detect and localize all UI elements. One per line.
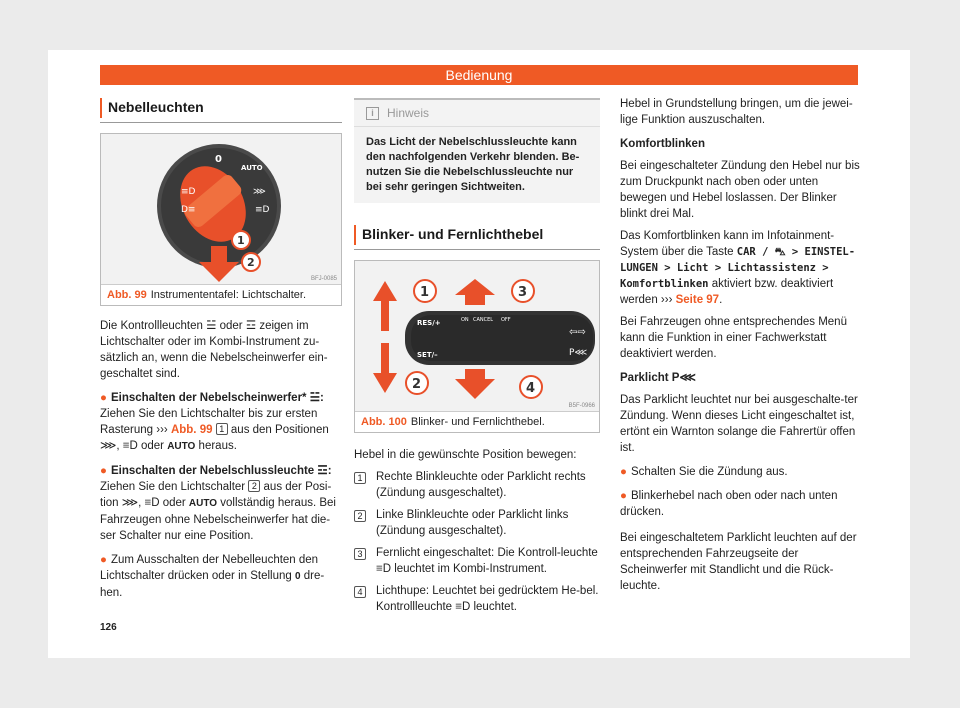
lever-position-item <box>354 469 600 501</box>
light-switch-drawing <box>101 134 341 284</box>
lever-drawing <box>355 261 599 411</box>
svg-text:⇦⇨: ⇦⇨ <box>569 327 586 338</box>
svg-text:P⋘: P⋘ <box>569 348 588 358</box>
section-title-fog-lights: Nebelleuchten <box>100 98 342 118</box>
ref-seite-97[interactable]: Seite 97 <box>675 294 720 306</box>
bullet-fog-front: ● Einschalten der Nebelscheinwerfer* ☱: Ziehen Sie den Lichtschalter bis zur ersten Rasterung ››› Abb. 99 1 aus den Positionen ⋙, ≡D oder AUTO heraus. <box>100 392 329 452</box>
column-middle <box>354 98 600 615</box>
lever-position-text: Linke Blinkleuchte oder Parklicht links (Zündung ausgeschaltet). <box>376 509 569 537</box>
fig-lever-set: SET/– <box>417 351 438 359</box>
fig-lever-cancel: CANCEL <box>473 317 494 323</box>
column-left <box>100 98 342 601</box>
list-number: 4 <box>354 586 366 598</box>
fig-lever-callout-2: 2 <box>412 377 422 392</box>
svg-text:⋙: ⋙ <box>253 187 266 197</box>
note-title: Hinweis <box>387 106 430 120</box>
reset-text: Hebel in Grundstellung bringen, um die jewei-lige Funktion auszuschalten. <box>620 98 853 126</box>
fig-lever-off: OFF <box>501 317 511 323</box>
lever-position-item <box>354 583 600 615</box>
fig-pos-zero: 0 <box>215 154 222 165</box>
fig-lever-callout-3: 3 <box>518 285 528 300</box>
fig-lever-res: RES/+ <box>417 319 441 327</box>
lever-positions-list <box>354 469 600 615</box>
lever-intro: Hebel in die gewünschte Position bewegen: <box>354 449 577 461</box>
svg-text:≡D: ≡D <box>181 187 196 197</box>
fig-lever-callout-4: 4 <box>526 381 536 396</box>
figure-code: B5F-0966 <box>568 403 595 409</box>
light-switch-illustration <box>101 134 341 284</box>
fig-lever-on: ON <box>461 317 469 323</box>
section-title-lever: Blinker- und Fernlichthebel <box>354 225 600 245</box>
comfort-title: Komfortblinken <box>620 138 705 150</box>
page-number: 126 <box>100 622 117 633</box>
bullet-lever-push: ● Blinkerhebel nach oben oder nach unten drücken. <box>620 490 838 518</box>
figure-code: BFJ-0085 <box>310 276 337 282</box>
page-header: Bedienung <box>100 65 858 85</box>
manual-page <box>48 50 910 658</box>
svg-text:D≡: D≡ <box>181 205 196 215</box>
lever-position-item <box>354 545 600 577</box>
fog-intro-text: Die Kontrollleuchten ☱ oder ☲ zeigen im Lichtschalter oder im Kombi-Instrument zu-sätzlich an, wenn die Nebelscheinwerfer ein-geschaltet sind. <box>100 320 328 380</box>
parking-light-title: Parklicht P⋘ <box>620 372 696 384</box>
list-number: 2 <box>354 510 366 522</box>
list-number: 1 <box>354 472 366 484</box>
lever-position-text: Rechte Blinkleuchte oder Parklicht rechts (Zündung ausgeschaltet). <box>376 471 586 499</box>
comfort-infotainment-text: Das Komfortblinken kann im Infotainment-System über die Taste CAR / ⛍ > EINSTEL-LUNGEN > Licht > Lichtassistenz > Komfortblinken aktiviert bzw. deaktiviert werden ››› Seite 97. <box>620 230 856 306</box>
note-text: Das Licht der Nebelschlussleuchte kann den nachfolgenden Verkehr blenden. Be-nutzen Sie die Nebelschlussleuchte nur bei sehr geringen Sichtweiten. <box>366 136 580 193</box>
fig-pos-auto: AUTO <box>241 164 263 172</box>
figure-caption: Abb. 100 Blinker- und Fernlichthebel. <box>355 411 599 432</box>
parking-light-text: Das Parklicht leuchtet nur bei ausgeschalte-ter Zündung. Wenn dieses Licht eingeschaltet ist, ertönt ein Warnton solange die Fahrertür offen ist. <box>620 394 858 454</box>
lever-position-text: Lichthupe: Leuchtet bei gedrücktem He-bel. Kontrollleuchte ≡D leuchtet. <box>376 585 599 613</box>
fig-callout-1: 1 <box>237 234 245 247</box>
ref-abb-99[interactable]: Abb. 99 <box>170 424 213 436</box>
figure-lever <box>354 260 600 433</box>
fig-callout-2: 2 <box>247 256 255 269</box>
parking-light-result-text: Bei eingeschaltetem Parklicht leuchten auf der entsprechenden Fahrzeugseite der Scheinwerfer mit Standlicht und die Rück-leuchte. <box>620 532 857 592</box>
bullet-fog-rear: ● Einschalten der Nebelschlussleuchte ☲: Ziehen Sie den Lichtschalter 2 aus der Posi-tion ⋙, ≡D oder AUTO vollständig heraus. Bei Fahrzeugen ohne Nebelscheinwerfer hat die-ser Schalter nur eine Position. <box>100 465 336 542</box>
figure-caption: Abb. 99 Instrumententafel: Lichtschalter. <box>101 284 341 305</box>
svg-text:≡D: ≡D <box>255 205 270 215</box>
lever-position-text: Fernlicht eingeschaltet: Die Kontroll-leuchte ≡D leuchtet im Kombi-Instrument. <box>376 547 598 575</box>
fig-lever-callout-1: 1 <box>420 285 430 300</box>
comfort-text: Bei eingeschalteter Zündung den Hebel nur bis zum Druckpunkt nach oben oder unten bewegen und Hebel loslassen. Der Blinker blinkt drei Mal. <box>620 160 860 220</box>
comfort-workshop-text: Bei Fahrzeugen ohne entsprechendes Menü kann die Funktion in einer Fachwerkstatt deaktiviert werden. <box>620 316 847 360</box>
list-number: 3 <box>354 548 366 560</box>
lever-illustration <box>355 261 599 411</box>
note-box <box>354 98 600 203</box>
info-icon: i <box>366 107 379 120</box>
column-right <box>620 96 860 594</box>
bullet-ignition-off: ● Schalten Sie die Zündung aus. <box>620 466 788 478</box>
lever-position-item <box>354 507 600 539</box>
figure-light-switch <box>100 133 342 306</box>
bullet-fog-off: ● Zum Ausschalten der Nebelleuchten den Lichtschalter drücken oder in Stellung 0 dre-hen. <box>100 554 325 599</box>
